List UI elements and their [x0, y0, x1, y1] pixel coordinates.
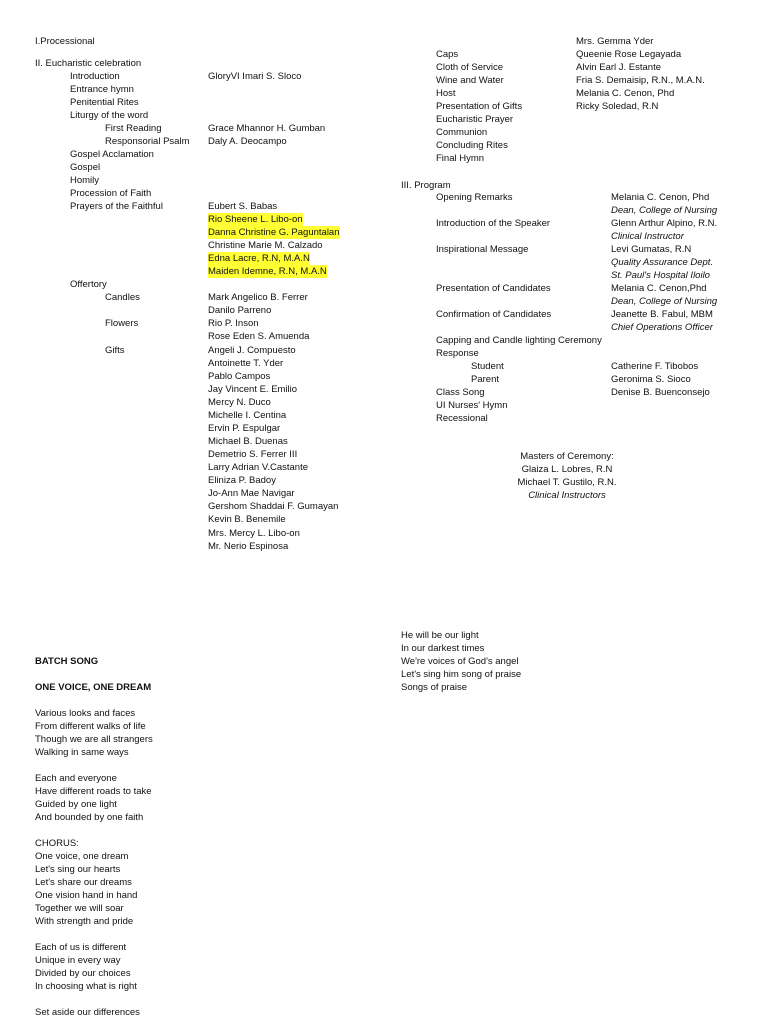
name-offertory-6: Pablo Campos [208, 371, 271, 382]
rt-item-0: Caps [436, 49, 459, 60]
eucharistic-heading: II. Eucharistic celebration [35, 58, 142, 69]
song-right-line: He will be our light [401, 630, 479, 641]
rt-item-7: Concluding Rites [436, 140, 508, 151]
program-pres-name: Melania C. Cenon,Phd [611, 283, 707, 294]
name-offertory-7: Jay Vincent E. Emilio [208, 384, 298, 395]
song-line: Let's sing our hearts [35, 864, 121, 875]
song-line: Let's share our dreams [35, 877, 132, 888]
name-offertory-10: Ervin P. Espulgar [208, 423, 281, 434]
song-line: One voice, one dream [35, 851, 129, 862]
item-homily: Homily [70, 175, 100, 186]
song-line: In choosing what is right [35, 981, 137, 992]
name-offertory-11: Michael B. Duenas [208, 436, 288, 447]
name-prayers-3: Christine Marie M. Calzado [208, 240, 323, 251]
item-liturgy: Liturgy of the word [70, 110, 149, 121]
name-offertory-3: Rose Eden S. Amuenda [208, 331, 310, 342]
name-introduction: GloryVI Imari S. Sloco [208, 71, 302, 82]
item-candles: Candles [105, 292, 140, 303]
program-opening: Opening Remarks [436, 192, 513, 203]
rt-item-5: Eucharistic Prayer [436, 114, 514, 125]
program-class-song: Class Song [436, 387, 485, 398]
program-conf-title: Chief Operations Officer [611, 322, 713, 333]
song-right-line: Songs of praise [401, 682, 468, 693]
name-offertory-12: Demetrio S. Ferrer III [208, 449, 298, 460]
item-responsorial: Responsorial Psalm [105, 136, 190, 147]
program-class-song-name: Denise B. Buenconsejo [611, 387, 710, 398]
program-insp-name: Levi Gumatas, R.N [611, 244, 692, 255]
name-offertory-19: Mr. Nerio Espinosa [208, 541, 289, 552]
song-line: Set aside our differences [35, 1007, 140, 1018]
item-gifts: Gifts [105, 345, 125, 356]
name-offertory-8: Mercy N. Duco [208, 397, 271, 408]
name-offertory-16: Gershom Shaddai F. Gumayan [208, 501, 339, 512]
item-procession: Procession of Faith [70, 188, 152, 199]
name-prayers-5: Maiden Idemne, R.N, M.A.N [208, 266, 327, 277]
name-offertory-5: Antoinette T. Yder [208, 358, 284, 369]
song-line: And bounded by one faith [35, 812, 144, 823]
item-first-reading: First Reading [105, 123, 162, 134]
song-label: BATCH SONG [35, 656, 99, 667]
rt-item-2: Wine and Water [436, 75, 504, 86]
rt-name-1: Queenie Rose Legayada [576, 49, 682, 60]
rt-item-3: Host [436, 88, 456, 99]
item-gospel: Gospel [70, 162, 101, 173]
program-presentation: Presentation of Candidates [436, 283, 551, 294]
name-offertory-14: Eliniza P. Badoy [208, 475, 276, 486]
song-title: ONE VOICE, ONE DREAM [35, 682, 152, 693]
name-offertory-4: Angeli J. Compuesto [208, 345, 296, 356]
masters-name-1: Glaiza L. Lobres, R.N [521, 464, 613, 475]
program-insp-title2: St. Paul's Hospital Iloilo [611, 270, 710, 281]
name-responsorial: Daly A. Deocampo [208, 136, 287, 147]
song-line: Each of us is different [35, 942, 127, 953]
masters-name-2: Michael T. Gustilo, R.N. [517, 477, 617, 488]
program-inspirational: Inspirational Message [436, 244, 529, 255]
name-prayers-2: Danna Christine G. Paguntalan [208, 227, 340, 238]
program-parent-name: Geronima S. Sioco [611, 374, 691, 385]
name-prayers-1: Rio Sheene L. Libo-on [208, 214, 303, 225]
song-line: With strength and pride [35, 916, 134, 927]
song-line: Guided by one light [35, 799, 117, 810]
name-first-reading: Grace Mhannor H. Gumban [208, 123, 326, 134]
song-line: Have different roads to take [35, 786, 152, 797]
song-right-line: We're voices of God's angel [401, 656, 519, 667]
processional-heading: I.Processional [35, 36, 95, 47]
rt-item-1: Cloth of Service [436, 62, 504, 73]
rt-name-0: Mrs. Gemma Yder [576, 36, 654, 47]
song-right-line: Let's sing him song of praise [401, 669, 522, 680]
song-line: One vision hand in hand [35, 890, 138, 901]
name-offertory-15: Jo-Ann Mae Navigar [208, 488, 295, 499]
program-recessional: Recessional [436, 413, 488, 424]
name-offertory-18: Mrs. Mercy L. Libo-on [208, 528, 300, 539]
name-offertory-0: Mark Angelico B. Ferrer [208, 292, 308, 303]
song-line: From different walks of life [35, 721, 146, 732]
song-line: Various looks and faces [35, 708, 136, 719]
rt-item-6: Communion [436, 127, 488, 138]
item-entrance-hymn: Entrance hymn [70, 84, 134, 95]
program-intro-speaker: Introduction of the Speaker [436, 218, 551, 229]
item-flowers: Flowers [105, 318, 139, 329]
program-capping: Capping and Candle lighting Ceremony [436, 335, 602, 346]
rt-name-3: Fria S. Demaisip, R.N., M.A.N. [576, 75, 705, 86]
item-introduction: Introduction [70, 71, 120, 82]
name-prayers-0: Eubert S. Babas [208, 201, 278, 212]
item-offertory: Offertory [70, 279, 107, 290]
name-offertory-2: Rio P. Inson [208, 318, 259, 329]
song-line: Divided by our choices [35, 968, 131, 979]
program-parent: Parent [471, 374, 499, 385]
song-line: Unique in every way [35, 955, 121, 966]
rt-item-4: Presentation of Gifts [436, 101, 523, 112]
chorus-label: CHORUS: [35, 838, 79, 849]
program-conf-name: Jeanette B. Fabul, MBM [611, 309, 713, 320]
name-offertory-13: Larry Adrian V.Castante [208, 462, 308, 473]
program-intro-title: Clinical Instructor [611, 231, 684, 242]
name-prayers-4: Edna Lacre, R.N, M.A.N [208, 253, 310, 264]
program-opening-name: Melania C. Cenon, Phd [611, 192, 710, 203]
program-pres-title: Dean, College of Nursing [611, 296, 718, 307]
program-hymn: UI Nurses' Hymn [436, 400, 508, 411]
program-student: Student [471, 361, 504, 372]
program-confirmation: Confirmation of Candidates [436, 309, 552, 320]
song-line: Each and everyone [35, 773, 117, 784]
rt-name-2: Alvin Earl J. Estante [576, 62, 662, 73]
program-response: Response [436, 348, 479, 359]
item-prayers: Prayers of the Faithful [70, 201, 163, 212]
program-opening-title: Dean, College of Nursing [611, 205, 718, 216]
masters-title: Clinical Instructors [528, 490, 606, 501]
rt-item-8: Final Hymn [436, 153, 485, 164]
program-heading: III. Program [401, 180, 451, 191]
name-offertory-17: Kevin B. Benemile [208, 514, 286, 525]
rt-name-5: Ricky Soledad, R.N [576, 101, 659, 112]
program-insp-title1: Quality Assurance Dept. [611, 257, 714, 268]
song-line: Together we will soar [35, 903, 124, 914]
item-penitential: Penitential Rites [70, 97, 139, 108]
program-intro-name: Glenn Arthur Alpino, R.N. [611, 218, 718, 229]
masters-heading: Masters of Ceremony: [520, 451, 614, 462]
rt-name-4: Melania C. Cenon, Phd [576, 88, 675, 99]
name-offertory-9: Michelle I. Centina [208, 410, 287, 421]
program-student-name: Catherine F. Tibobos [611, 361, 699, 372]
song-line: Walking in same ways [35, 747, 129, 758]
song-right-line: In our darkest times [401, 643, 485, 654]
name-offertory-1: Danilo Parreno [208, 305, 272, 316]
item-gospel-acclamation: Gospel Acclamation [70, 149, 154, 160]
song-line: Though we are all strangers [35, 734, 153, 745]
